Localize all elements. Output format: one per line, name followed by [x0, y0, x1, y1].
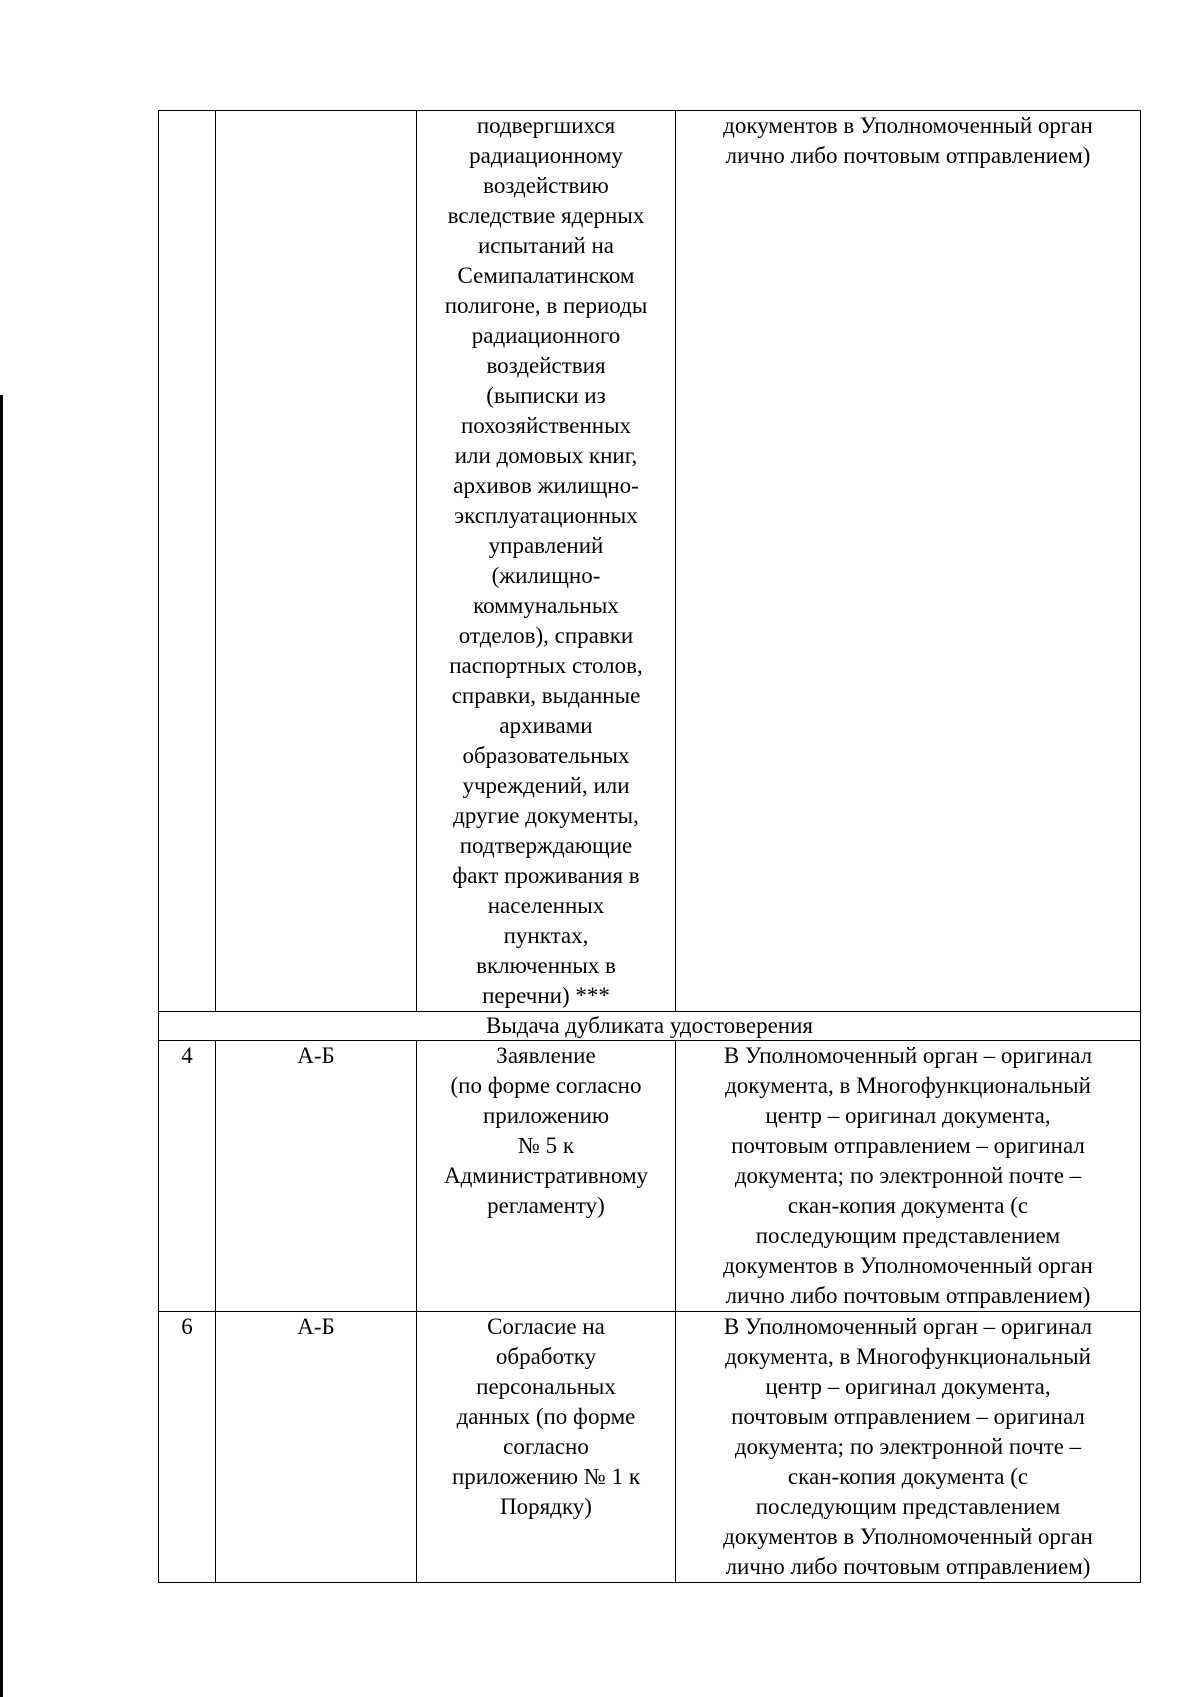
text-line: архивов жилищно- — [453, 473, 639, 498]
text-line: вследствие ядерных — [447, 203, 645, 228]
text-line: отделов), справки — [458, 623, 634, 648]
text-line: факт проживания в — [452, 863, 640, 888]
cell-submission — [676, 111, 1141, 1012]
text-line: подтверждающие — [459, 833, 633, 858]
text-line: справки, выданные — [451, 683, 641, 708]
text-line: регламенту) — [487, 1193, 605, 1218]
table-row — [159, 1312, 1141, 1583]
text-line: радиационного — [471, 323, 621, 348]
text-line: эксплуатационных — [454, 503, 638, 528]
cell-document — [417, 111, 676, 1012]
text-line: последующим представлением — [755, 1494, 1061, 1519]
text-line: Порядку) — [500, 1494, 592, 1519]
text-line: почтовым отправлением – оригинал — [731, 1404, 1085, 1429]
text-line: документа, в Многофункциональный — [725, 1344, 1091, 1369]
cell-submission — [676, 1312, 1141, 1583]
text-line: Согласие на — [487, 1314, 605, 1339]
text-line: лично либо почтовым отправлением) — [725, 1283, 1091, 1308]
text-line: В Уполномоченный орган – оригинал — [723, 1043, 1093, 1068]
text-line: документа, в Многофункциональный — [725, 1073, 1091, 1098]
text-line: включенных в — [476, 953, 616, 978]
documents-table — [158, 110, 1141, 1583]
text-line: лично либо почтовым отправлением) — [725, 143, 1091, 168]
table-row — [159, 1041, 1141, 1312]
text-line: документов в Уполномоченный орган — [723, 113, 1093, 138]
text-line: образовательных — [462, 743, 630, 768]
text-line: похозяйственных — [460, 413, 632, 438]
text-line: (по форме согласно — [450, 1073, 642, 1098]
cell-number — [159, 111, 216, 1012]
text-line: коммунальных — [473, 593, 619, 618]
text-line: Административному — [443, 1163, 649, 1188]
text-line: перечни) *** — [482, 983, 610, 1008]
text-line: последующим представлением — [755, 1223, 1061, 1248]
text-line: воздействия — [486, 353, 606, 378]
cell-submission — [676, 1041, 1141, 1312]
section-row — [159, 1012, 1141, 1041]
text-line: данных (по форме — [456, 1404, 636, 1429]
cell-document — [417, 1312, 676, 1583]
text-line: или домовых книг, — [454, 443, 638, 468]
text-line: скан-копия документа (с — [787, 1193, 1029, 1218]
text-line: документа; по электронной почте – — [734, 1434, 1082, 1459]
section-title: Выдача дубликата удостоверения — [159, 1012, 1141, 1041]
cell-document — [417, 1041, 676, 1312]
cell-category: А-Б — [216, 1041, 417, 1312]
text-line: Семипалатинском — [457, 263, 635, 288]
text-line: (жилищно- — [491, 563, 601, 588]
text-line: приложению № 1 к — [452, 1464, 640, 1489]
text-line: управлений — [488, 533, 604, 558]
scan-edge-line — [0, 395, 3, 1697]
text-line: персональных — [476, 1374, 616, 1399]
text-line: воздействию — [483, 173, 609, 198]
text-line: архивами — [499, 713, 593, 738]
text-line: другие документы, — [453, 803, 639, 828]
text-line: почтовым отправлением – оригинал — [731, 1133, 1085, 1158]
text-line: лично либо почтовым отправлением) — [725, 1554, 1091, 1579]
cell-category — [216, 111, 417, 1012]
text-line: № 5 к — [517, 1133, 575, 1158]
cell-category: А-Б — [216, 1312, 417, 1583]
text-line: скан-копия документа (с — [787, 1464, 1029, 1489]
cell-number: 4 — [159, 1041, 216, 1312]
text-line: населенных — [487, 893, 605, 918]
text-line: пунктах, — [503, 923, 589, 948]
text-line: учреждений, или — [462, 773, 630, 798]
cell-number: 6 — [159, 1312, 216, 1583]
text-line: паспортных столов, — [449, 653, 643, 678]
text-line: подвергшихся — [476, 113, 616, 138]
text-line: документов в Уполномоченный орган — [723, 1524, 1093, 1549]
text-line: испытаний на — [477, 233, 614, 258]
text-line: документов в Уполномоченный орган — [723, 1253, 1093, 1278]
text-line: полигоне, в периоды — [444, 293, 648, 318]
text-line: центр – оригинал документа, — [765, 1374, 1051, 1399]
text-line: согласно — [503, 1434, 589, 1459]
text-line: центр – оригинал документа, — [765, 1103, 1051, 1128]
text-line: документа; по электронной почте – — [734, 1163, 1082, 1188]
text-line: Заявление — [496, 1043, 596, 1068]
text-line: (выписки из — [486, 383, 606, 408]
text-line: обработку — [495, 1344, 597, 1369]
text-line: радиационному — [469, 143, 623, 168]
table-row-continuation — [159, 111, 1141, 1012]
text-line: приложению — [482, 1103, 610, 1128]
text-line: В Уполномоченный орган – оригинал — [723, 1314, 1093, 1339]
